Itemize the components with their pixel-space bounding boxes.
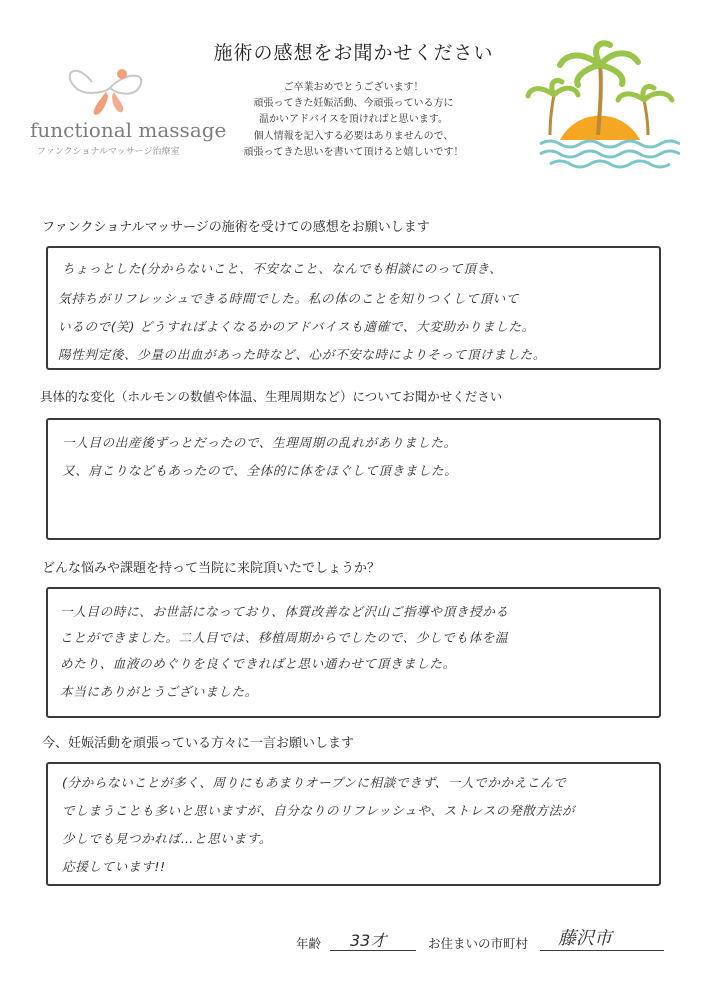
age-value: 33才 xyxy=(350,931,387,950)
section-question-message: 今、妊娠活動を頑張っている方々に一言お願いします xyxy=(42,736,355,751)
city-field xyxy=(540,924,664,951)
section-question-impressions: ファンクショナルマッサージの施術を受けての感想をお願いします xyxy=(42,220,430,235)
intro-text xyxy=(200,80,507,161)
answer-line: 一人目の出産後ずっとだったので、生理周期の乱れがありました。 xyxy=(62,435,457,450)
answer-line: (分からないことが多く、周りにもあまりオープンに相談できず、一人でかかえこんで xyxy=(62,775,567,790)
answer-line: 少しでも見つかれば…と思います。 xyxy=(62,831,273,846)
intro-line: 個人情報を記入する必要はありませんので、 xyxy=(253,130,454,142)
age-field xyxy=(330,928,416,951)
answer-line: でしまうことも多いと思いますが、自分なりのリフレッシュや、ストレスの発散方法が xyxy=(62,803,576,818)
answer-box-message xyxy=(46,762,661,886)
section-question-changes: 具体的な変化（ホルモンの数値や体温、生理周期など）についてお聞かせください xyxy=(40,389,503,404)
answer-line: めたり、血液のめぐりを良くできればと思い通わせて頂きました。 xyxy=(60,656,456,671)
logo-subtitle: ファンクショナルマッサージ治療室 xyxy=(37,147,180,157)
age-label: 年齢 xyxy=(296,936,322,951)
answer-line: 陽性判定後、少量の出血があった時など、心が不安な時によりそって頂けました。 xyxy=(58,347,547,362)
logo-name: functional massage xyxy=(30,118,227,142)
city-value: 藤沢市 xyxy=(558,928,612,949)
form-title: 施術の感想をお聞かせください xyxy=(213,42,494,64)
answer-line: 又、肩こりなどもあったので、全体的に体をほぐして頂きました。 xyxy=(62,463,458,478)
palm-trees-sunset-icon xyxy=(520,40,680,170)
answer-box-concerns xyxy=(46,587,661,718)
answer-line: 応援しています!! xyxy=(62,859,166,874)
intro-line: 温かいアドバイスを頂ければと思います。 xyxy=(259,114,448,126)
section-question-concerns: どんな悩みや課題を持って当院に来院頂いたでしょうか？ xyxy=(42,561,381,576)
answer-box-changes xyxy=(46,418,661,540)
city-label: お住まいの市町村 xyxy=(428,936,529,951)
answer-line: 本当にありがとうございました。 xyxy=(60,684,258,699)
answer-line: いるので(笑) どうすればよくなるかのアドバイスも適確で、大変助かりました。 xyxy=(58,319,535,334)
answer-line: ちょっとした(分からないこと、不安なこと、なんでも相談にのって頂き、 xyxy=(62,261,503,276)
answer-line: ことができました。二人目では、移植周期からでしたので、少しでも体を温 xyxy=(60,630,509,645)
answer-line: 気持ちがリフレッシュできる時間でした。私の体のことを知りつくして頂いて xyxy=(58,291,519,306)
intro-line: 頑張ってきた妊娠活動、今頑張っている方に xyxy=(253,98,454,110)
answer-line: 一人目の時に、お世話になっており、体質改善など沢山ご指導や頂き授かる xyxy=(60,604,509,619)
answer-box-impressions xyxy=(46,246,661,370)
intro-line: ご卒業おめでとうございます！ xyxy=(283,82,424,93)
intro-line: 頑張ってきた思いを書いて頂けると嬉しいです！ xyxy=(243,146,464,158)
